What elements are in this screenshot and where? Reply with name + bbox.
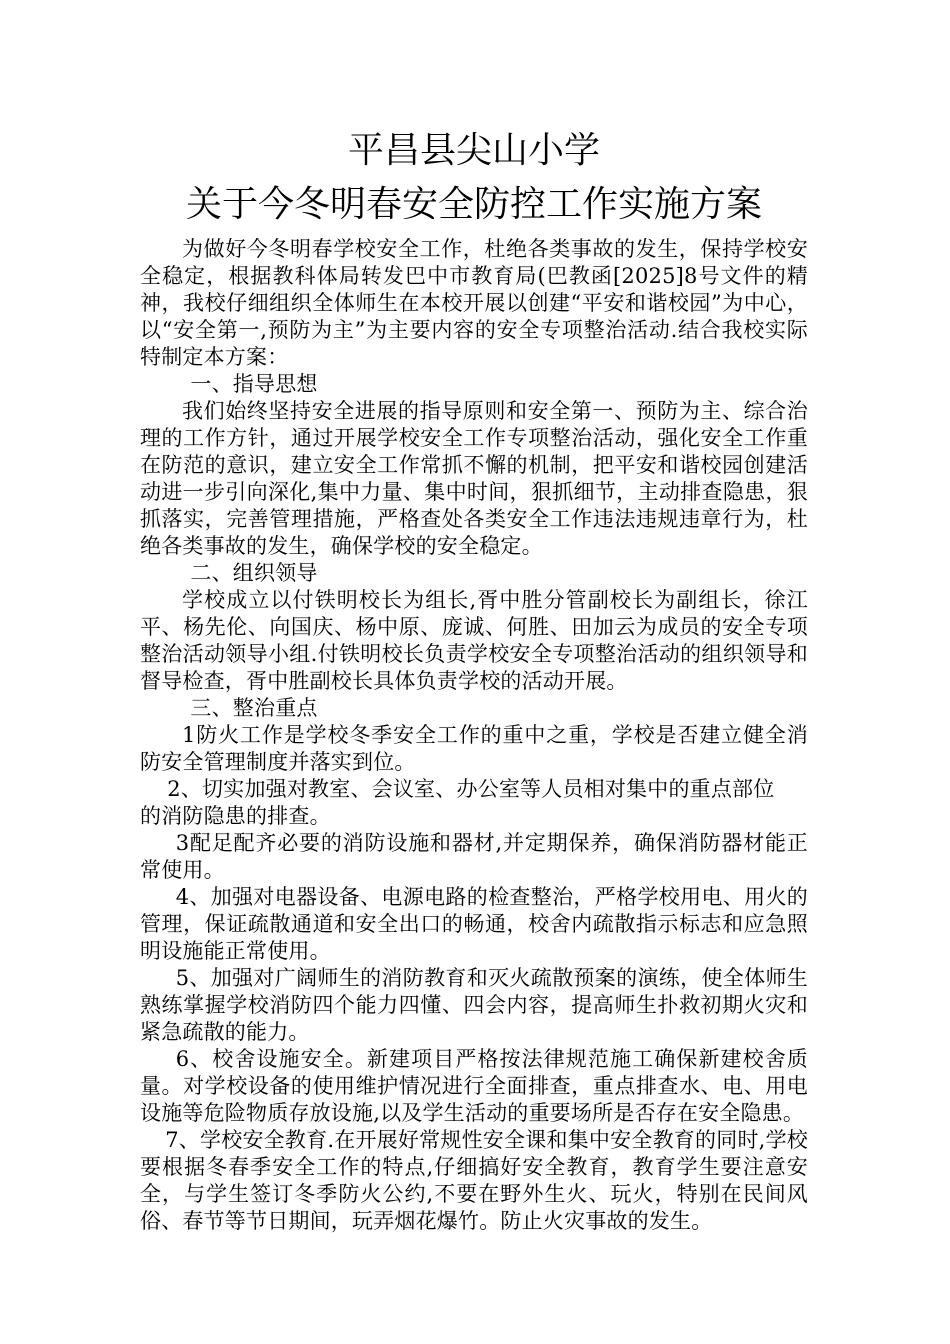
section-heading-organization: 二、组织领导 [190, 561, 318, 585]
document-page [140, 124, 808, 1235]
list-item-6: 6、校舍设施安全。新建项目严格按法律规范施工确保新建校舍质量。对学校设备的使用维护情况进行全面排查，重点排查水、电、用电设施等危险物质存放设施,以及学生活动的重要场所是否存在安全隐患。 [140, 1047, 808, 1125]
list-item-2-continued: 的消防隐患的排查。 [140, 804, 331, 828]
section-body-guiding-ideology: 我们始终坚持安全进展的指导原则和安全第一、预防为主、综合治理的工作方针，通过开展学校安全工作专项整治活动，强化安全工作重在防范的意识，建立安全工作常抓不懈的机制，把平安和谐校园创建活动进一步引向深化,集中力量、集中时间，狠抓细节，主动排查隐患，狠抓落实，完善管理措施，严格查处各类安全工作违法违规违章行为，杜绝各类事故的发生，确保学校的安全稳定。 [140, 399, 808, 558]
section-body-organization: 学校成立以付铁明校长为组长,胥中胜分管副校长为副组长，徐江平、杨先伦、向国庆、杨中原、庞诚、何胜、田加云为成员的安全专项整治活动领导小组.付铁明校长负责学校安全专项整治活动的组织领导和督导检查，胥中胜副校长具体负责学校的活动开展。 [140, 588, 808, 693]
document-title-plan: 关于今冬明春安全防控工作实施方案 [185, 184, 762, 225]
list-item-1: 1防火工作是学校冬季安全工作的重中之重，学校是否建立健全消防安全管理制度并落实到位。 [140, 723, 808, 774]
intro-paragraph: 为做好今冬明春学校安全工作，杜绝各类事故的发生，保持学校安全稳定，根据教科体局转发巴中市教育局(巴教函[2025]8号文件的精神，我校仔细组织全体师生在本校开展以创建“平安和谐校园”为中心，以“安全第一,预防为主”为主要内容的安全专项整治活动.结合我校实际特制定本方案： [140, 237, 808, 369]
list-item-7: 7、学校安全教育.在开展好常规性安全课和集中安全教育的同时,学校要根据冬春季安全工作的特点,仔细搞好安全教育，教育学生要注意安全，与学生签订冬季防火公约,不要在野外生火、玩火，特别在民间风俗、春节等节日期间，玩弄烟花爆竹。防止火灾事故的发生。 [140, 1128, 808, 1233]
list-item-3: 3配足配齐必要的消防设施和器材,并定期保养，确保消防器材能正常使用。 [140, 831, 808, 882]
section-heading-guiding-ideology: 一、指导思想 [190, 372, 318, 396]
document-title-school: 平昌县尖山小学 [347, 130, 600, 171]
list-item-4: 4、加强对电器设备、电源电路的检查整治，严格学校用电、用火的管理，保证疏散通道和安全出口的畅通，校舍内疏散指示标志和应急照明设施能正常使用。 [140, 885, 808, 963]
section-heading-key-points: 三、整治重点 [190, 696, 318, 720]
list-item-2: 2、切实加强对教室、会议室、办公室等人员相对集中的重点部位 [167, 777, 775, 801]
list-item-5: 5、加强对广阔师生的消防教育和灭火疏散预案的演练，使全体师生熟练掌握学校消防四个能力四懂、四会内容，提高师生扑救初期火灾和紧急疏散的能力。 [140, 966, 808, 1044]
document-body [140, 236, 808, 1235]
